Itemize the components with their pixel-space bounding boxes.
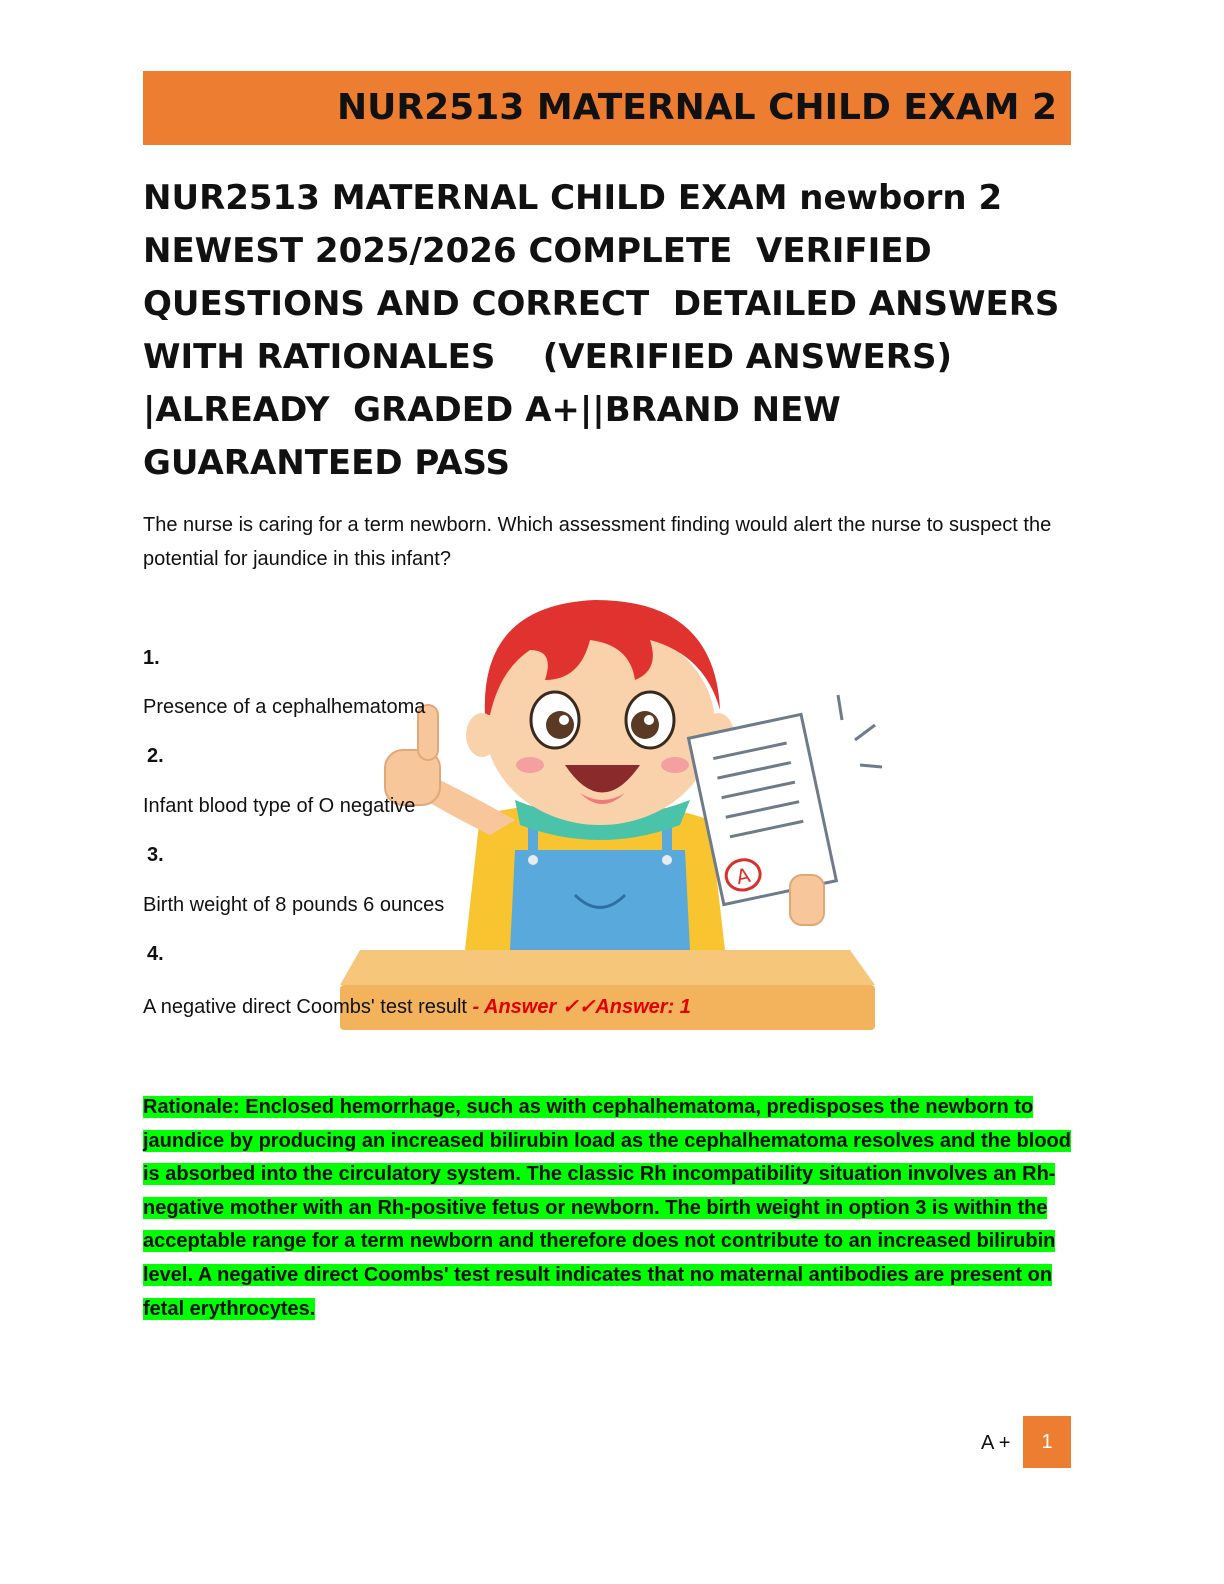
header-bar xyxy=(143,71,1071,145)
answer-key: - Answer ✓✓Answer: 1 xyxy=(466,996,691,1018)
holding-hand xyxy=(790,875,824,925)
thumbs-up-hand xyxy=(385,705,440,805)
question-text: The nurse is caring for a term newborn. Which assessment finding would alert the nurse to suspect the potential for jaundice in this infant? xyxy=(143,514,1052,570)
option-3-text: Birth weight of 8 pounds 6 ounces xyxy=(143,894,445,916)
document-title: NUR2513 MATERNAL CHILD EXAM newborn 2 NEWEST 2025/2026 COMPLETE VERIFIED QUESTIONS AND CORRECT DETAILED ANSWERS WITH RATIONALES (VERIFIED ANSWERS) |ALREADY GRADED A+||BRAND NEW GUARANTEED PASS xyxy=(143,178,1060,483)
footer-grade: A + xyxy=(981,1432,1011,1454)
option-4-text: A negative direct Coombs' test result xyxy=(143,996,467,1018)
option-3-number: 3. xyxy=(147,844,164,866)
overalls xyxy=(510,850,690,950)
option-4-line xyxy=(143,994,691,1020)
desk-top xyxy=(340,950,875,985)
option-2-text: Infant blood type of O negative xyxy=(143,795,416,817)
paper-grade-mark: A xyxy=(733,862,753,890)
option-1-text: Presence of a cephalhematoma xyxy=(143,696,426,718)
option-4-number: 4. xyxy=(147,943,164,965)
rationale-text: Rationale: Enclosed hemorrhage, such as with cephalhematoma, predisposes the newborn to jaundice by producing an increased bilirubin load as the cephalhematoma resolves and the blood is absorbed into the circulatory system. The classic Rh incompatibility situation involves an Rh-negative mother with an Rh-positive fetus or newborn. The birth weight in option 3 is within the acceptable range for a term newborn and therefore does not contribute to an increased bilirubin level. A negative direct Coombs' test result indicates that no maternal antibodies are present on fetal erythrocytes. xyxy=(143,1096,1071,1320)
option-1-number: 1. xyxy=(143,647,160,669)
header-title: NUR2513 MATERNAL CHILD EXAM 2 xyxy=(337,87,1057,128)
rationale-paragraph xyxy=(143,1091,1078,1326)
option-2-number: 2. xyxy=(147,745,164,767)
page-number: 1 xyxy=(1023,1416,1071,1468)
